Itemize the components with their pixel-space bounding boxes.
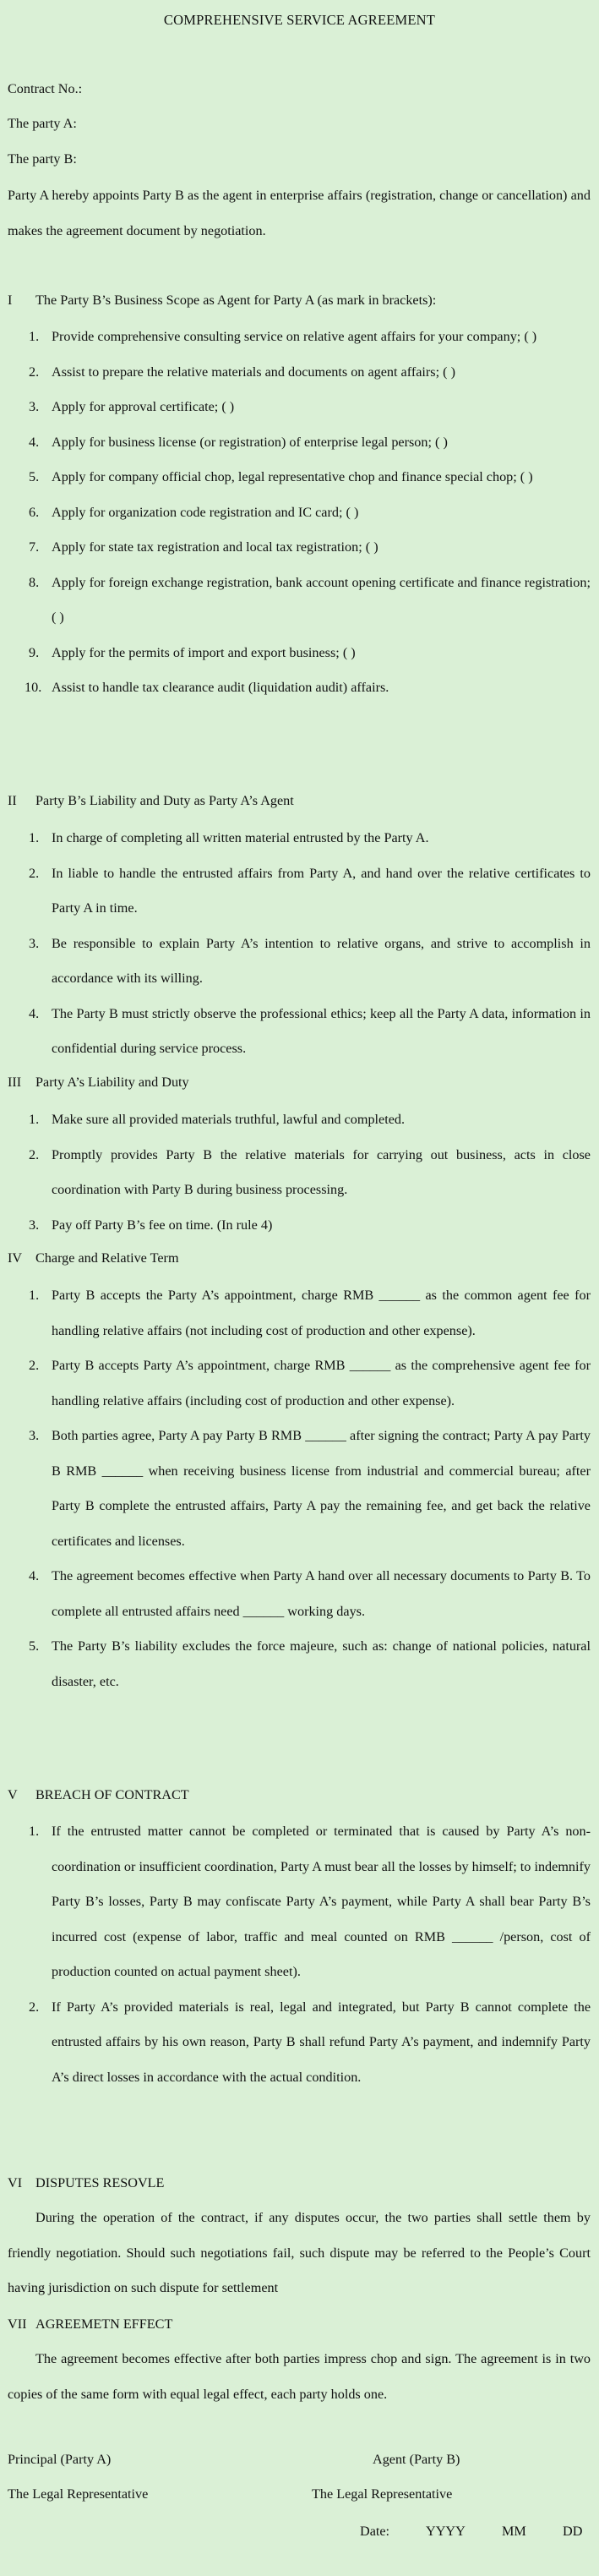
list-item: 4. Apply for business license (or registration) of enterprise legal person; ( )	[29, 434, 448, 450]
section-number: VI	[8, 2175, 23, 2190]
intro-paragraph: Party A hereby appoints Party B as the agent in enterprise affairs (registration, change or cancellation) and makes the agreement document by negotiation.	[8, 188, 591, 238]
section-4-list	[8, 1278, 591, 1699]
party-a-field: The party A:	[8, 116, 77, 131]
list-item: 5. Apply for company official chop, legal representative chop and finance special chop; ( )	[29, 469, 533, 484]
section-title: BREACH OF CONTRACT	[35, 1787, 189, 1802]
section-heading-7	[8, 2316, 172, 2333]
section-5-list	[8, 1814, 591, 2095]
section-heading-3	[8, 1075, 189, 1091]
contract-no-field: Contract No.:	[8, 81, 83, 96]
section-title: Party A’s Liability and Duty	[35, 1075, 189, 1090]
section-1-list	[8, 320, 591, 706]
party-b-field: The party B:	[8, 151, 77, 167]
section-heading-4	[8, 1250, 179, 1266]
list-item: 1. Party B accepts the Party A’s appointment, charge RMB ______ as the common agent fee for handling relative affairs (not including cost of production and other expense).	[29, 1288, 591, 1338]
effect-paragraph: The agreement becomes effective after both parties impress chop and sign. The agreement is in two copies of the same form with equal legal effect, each party holds one.	[8, 2351, 591, 2402]
legal-rep-b-label: The Legal Representative	[312, 2486, 453, 2502]
section-number: V	[8, 1787, 18, 1802]
section-title: The Party B’s Business Scope as Agent for Party A (as mark in brackets):	[35, 293, 437, 308]
list-item: 4. The agreement becomes effective when Party A hand over all necessary documents to Party B. To complete all entrusted affairs need ______ working days.	[29, 1568, 591, 1619]
date-month: MM	[502, 2524, 526, 2539]
section-number: IV	[8, 1250, 23, 1266]
legal-rep-a-label: The Legal Representative	[8, 2486, 149, 2502]
list-item: 1. In charge of completing all written material entrusted by the Party A.	[29, 830, 429, 845]
list-item: 5. The Party B’s liability excludes the force majeure, such as: change of national policies, natural disaster, etc.	[29, 1638, 591, 1689]
section-title: DISPUTES RESOVLE	[35, 2175, 165, 2190]
document-title: COMPREHENSIVE SERVICE AGREEMENT	[163, 12, 436, 28]
section-title: Charge and Relative Term	[35, 1250, 179, 1266]
list-item: 9. Apply for the permits of import and export business; ( )	[29, 644, 356, 660]
date-label: Date:	[360, 2524, 390, 2539]
disputes-paragraph: During the operation of the contract, if any disputes occur, the two parties shall settle them by friendly negotiation. Should such negotiations fail, such dispute may be referred to the People’s Court having jurisdiction on such dispute for settlement	[8, 2210, 591, 2295]
list-item: 6. Apply for organization code registration and IC card; ( )	[29, 504, 359, 520]
principal-label: Principal (Party A)	[8, 2452, 112, 2467]
list-item: 2. If Party A’s provided materials is real, legal and integrated, but Party B cannot complete the entrusted affairs by his own reason, Party B shall refund Party A’s payment, and indemnify Party A’s direct losses in accordance with the actual condition.	[29, 1999, 591, 2085]
section-title: Party B’s Liability and Duty as Party A’s Agent	[35, 793, 294, 808]
section-3-list	[8, 1102, 591, 1243]
list-item: 7. Apply for state tax registration and local tax registration; ( )	[29, 539, 378, 555]
list-item: 3. Be responsible to explain Party A’s intention to relative organs, and strive to accomplish in accordance with its willing.	[29, 935, 591, 986]
section-number: III	[8, 1075, 22, 1090]
section-number: VII	[8, 2316, 27, 2332]
list-item: 4. The Party B must strictly observe the professional ethics; keep all the Party A data, information in confidential during service process.	[29, 1005, 591, 1056]
section-heading-2	[8, 793, 294, 809]
section-number: I	[8, 293, 13, 308]
list-item: 1. If the entrusted matter cannot be completed or terminated that is caused by Party A’s non-coordination or insufficient coordination, Party A must bear all the losses by himself; to indemnify Party B’s losses, Party B may confiscate Party A’s payment, while Party A shall bear Party B’s incurred cost (expense of labor, traffic and meal counted on RMB ______ /person, cost of production counted on actual payment sheet).	[29, 1824, 591, 1979]
section-number: II	[8, 793, 17, 808]
section-heading-1	[8, 293, 436, 309]
list-item: 3. Pay off Party B’s fee on time. (In rule 4)	[29, 1217, 273, 1233]
list-item: 8. Apply for foreign exchange registration, bank account opening certificate and finance registration; ( )	[29, 574, 591, 625]
section-title: AGREEMETN EFFECT	[35, 2316, 173, 2332]
section-heading-5	[8, 1787, 189, 1803]
list-item: 2. Assist to prepare the relative materials and documents on agent affairs; ( )	[29, 364, 455, 380]
agent-label: Agent (Party B)	[373, 2452, 460, 2467]
section-heading-6	[8, 2175, 164, 2191]
list-item: 1. Make sure all provided materials truthful, lawful and completed.	[29, 1112, 406, 1127]
list-item: 3. Both parties agree, Party A pay Party B RMB ______ after signing the contract; Party A pay Party B RMB ______ when receiving business license from industrial and commercial bureau; after Party B complete the entrusted affairs, Party A pay the remaining fee, and get back the relative certificates and licenses.	[29, 1428, 591, 1549]
section-2-list	[8, 821, 591, 1067]
list-item: 1. Provide comprehensive consulting service on relative agent affairs for your company; ( )	[29, 329, 537, 344]
date-year: YYYY	[426, 2524, 466, 2539]
list-item: 10. Assist to handle tax clearance audit (liquidation audit) affairs.	[25, 680, 389, 695]
list-item: 2. Promptly provides Party B the relative materials for carrying out business, acts in close coordination with Party B during business processing.	[29, 1146, 591, 1197]
list-item: 2. Party B accepts Party A’s appointment, charge RMB ______ as the comprehensive agent fee for handling relative affairs (including cost of production and other expense).	[29, 1358, 591, 1408]
list-item: 3. Apply for approval certificate; ( )	[29, 399, 235, 414]
list-item: 2. In liable to handle the entrusted affairs from Party A, and hand over the relative certificates to Party A in time.	[29, 865, 591, 916]
date-day: DD	[563, 2524, 583, 2539]
